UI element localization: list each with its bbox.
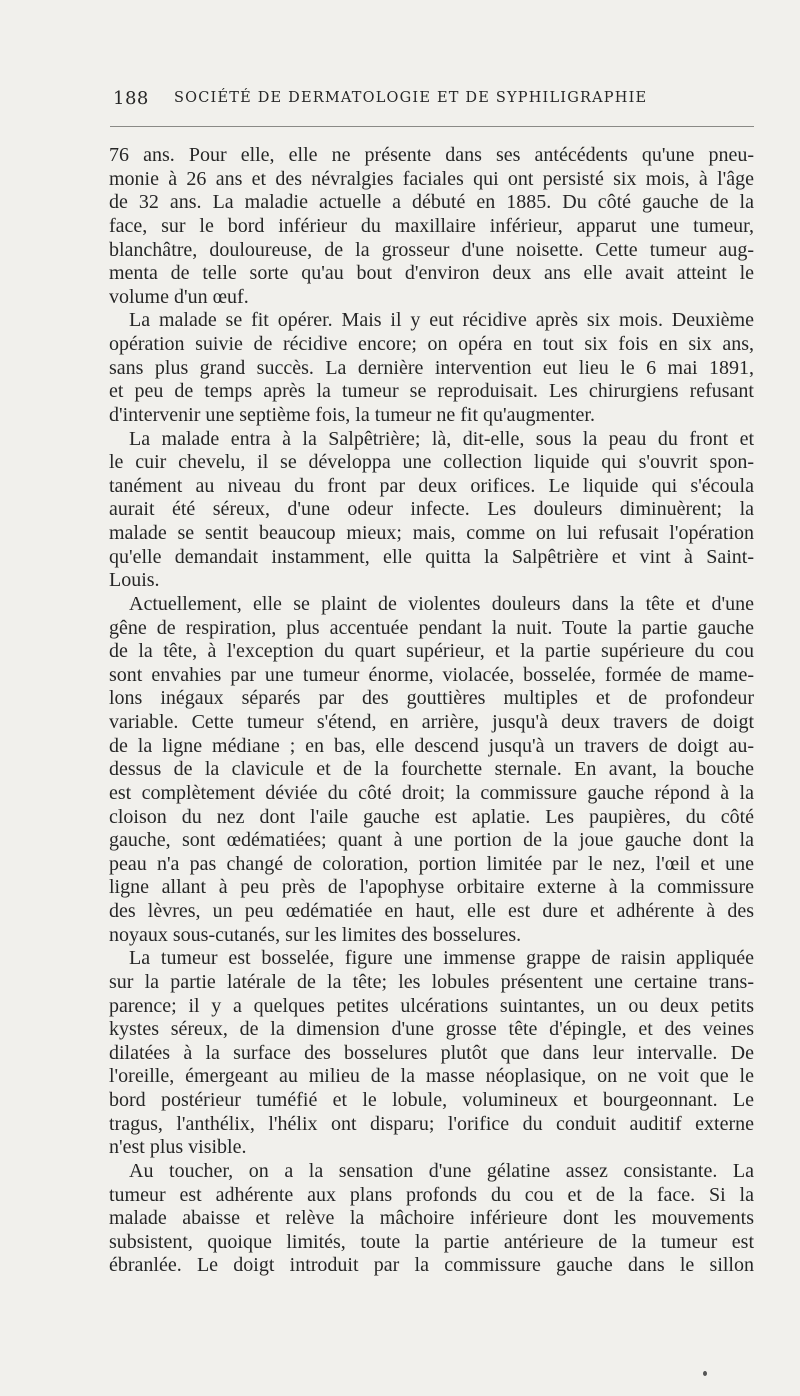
text-line: sans plus grand succès. La dernière intervention eut lieu le 6 mai 1891,	[109, 356, 754, 379]
text-line: dilatées à la surface des bosselures plutôt que dans leur intervalle. De	[109, 1041, 754, 1064]
text-line: tumeur est adhérente aux plans profonds du cou et de la face. Si la	[109, 1183, 754, 1206]
text-line: Au toucher, on a la sensation d'une gélatine assez consistante. La	[129, 1159, 754, 1182]
running-title: SOCIÉTÉ DE DERMATOLOGIE ET DE SYPHILIGRAPHIE	[174, 90, 648, 106]
header-rule	[110, 126, 754, 127]
text-line: tragus, l'anthélix, l'hélix ont disparu; l'orifice du conduit auditif externe	[109, 1112, 754, 1135]
text-line: est complètement déviée du côté droit; la commissure gauche répond à la	[109, 781, 754, 804]
text-line: opération suivie de récidive encore; on opéra en tout six fois en six ans,	[109, 333, 754, 355]
text-line: tanément au niveau du front par deux orifices. Le liquide qui s'écoula	[109, 474, 754, 497]
text-line: et peu de temps après la tumeur se reproduisait. Les chirurgiens refusant	[109, 380, 754, 403]
text-line: volume d'un œuf.	[109, 285, 249, 308]
text-line: Louis.	[109, 569, 160, 592]
text-line: de la ligne médiane ; en bas, elle descend jusqu'à un travers de doigt au-	[109, 734, 754, 757]
text-line: sur la partie latérale de la tête; les lobules présentent une certaine trans-	[109, 970, 754, 993]
text-line: La malade se fit opérer. Mais il y eut récidive après six mois. Deuxième	[129, 309, 754, 332]
text-line: blanchâtre, douloureuse, de la grosseur d'une noisette. Cette tumeur aug-	[109, 238, 754, 261]
print-speck	[703, 1371, 707, 1376]
text-line: La malade entra à la Salpêtrière; là, dit-elle, sous la peau du front et	[129, 427, 754, 450]
text-line: ligne allant à peu près de l'apophyse orbitaire externe à la commissure	[109, 876, 754, 899]
text-line: noyaux sous-cutanés, sur les limites des bosselures.	[109, 923, 522, 946]
text-line: des lèvres, un peu œdématiée en haut, elle est dure et adhérente à des	[109, 900, 754, 922]
text-line: 76 ans. Pour elle, elle ne présente dans ses antécédents qu'une pneu-	[109, 144, 754, 166]
text-line: qu'elle demandait instamment, elle quitta la Salpêtrière et vint à Saint-	[109, 545, 754, 568]
text-line: lons inégaux séparés par des gouttières multiples et de profondeur	[109, 687, 754, 710]
text-line: monie à 26 ans et des névralgies faciales qui ont persisté six mois, à l'âge	[109, 167, 754, 190]
text-line: aurait été séreux, d'une odeur infecte. Les douleurs diminuèrent; la	[109, 498, 754, 521]
text-line: d'intervenir une septième fois, la tumeur ne fit qu'augmenter.	[109, 403, 595, 426]
text-line: menta de telle sorte qu'au bout d'environ deux ans elle avait atteint le	[109, 262, 754, 285]
text-line: peau n'a pas changé de coloration, portion limitée par le nez, l'œil et une	[109, 852, 754, 875]
text-line: malade se sentit beaucoup mieux; mais, comme on lui refusait l'opération	[109, 522, 754, 544]
page-header	[113, 88, 753, 114]
text-line: sont envahies par une tumeur énorme, violacée, bosselée, formée de mame-	[109, 663, 754, 686]
text-line: parence; il y a quelques petites ulcérations suintantes, un ou deux petits	[109, 994, 754, 1017]
text-line: dessus de la clavicule et de la fourchette sternale. En avant, la bouche	[109, 758, 754, 781]
text-line: de 32 ans. La maladie actuelle a débuté en 1885. Du côté gauche de la	[109, 191, 754, 214]
text-line: kystes séreux, de la dimension d'une grosse tête d'épingle, et des veines	[109, 1018, 754, 1041]
text-line: n'est plus visible.	[109, 1136, 247, 1159]
text-line: variable. Cette tumeur s'étend, en arrière, jusqu'à deux travers de doigt	[109, 711, 754, 733]
page-number: 188	[113, 88, 149, 109]
text-line: gêne de respiration, plus accentuée pendant la nuit. Toute la partie gauche	[109, 616, 754, 639]
text-line: gauche, sont œdématiées; quant à une portion de la joue gauche dont la	[109, 829, 754, 852]
text-line: l'oreille, émergeant au milieu de la masse néoplasique, on ne voit que le	[109, 1065, 754, 1088]
body-text	[109, 144, 754, 1278]
text-line: malade abaisse et relève la mâchoire inférieure dont les mouvements	[109, 1207, 754, 1230]
text-line: de la tête, à l'exception du quart supérieur, et la partie supérieure du cou	[109, 640, 754, 663]
text-line: La tumeur est bosselée, figure une immense grappe de raisin appliquée	[129, 947, 754, 970]
text-line: Actuellement, elle se plaint de violentes douleurs dans la tête et d'une	[129, 592, 754, 615]
text-line: face, sur le bord inférieur du maxillaire inférieur, apparut une tumeur,	[109, 214, 754, 237]
text-line: le cuir chevelu, il se développa une collection liquide qui s'ouvrit spon-	[109, 451, 754, 474]
text-line: cloison du nez dont l'aile gauche est aplatie. Les paupières, du côté	[109, 805, 754, 828]
text-line: ébranlée. Le doigt introduit par la commissure gauche dans le sillon	[109, 1254, 754, 1277]
text-line: subsistent, quoique limités, toute la partie antérieure de la tumeur est	[109, 1230, 754, 1253]
text-line: bord postérieur tuméfié et le lobule, volumineux et bourgeonnant. Le	[109, 1089, 754, 1111]
